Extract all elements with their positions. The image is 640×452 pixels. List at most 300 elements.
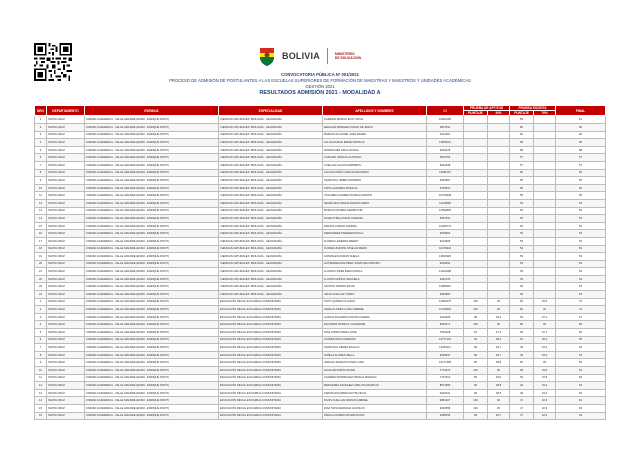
cell-pct-30: 30 xyxy=(488,298,510,306)
cell-puntaje-aptitud xyxy=(464,192,488,200)
cell-puntaje-aptitud xyxy=(464,260,488,268)
cell-final: 53 xyxy=(556,245,606,253)
cell-departamento: SANTA CRUZ xyxy=(47,359,85,367)
cell-apellidos: JUAREZ ROCA MARIANA xyxy=(323,336,427,344)
cell-departamento: SANTA CRUZ xyxy=(47,382,85,390)
cell-nro: 23 xyxy=(35,283,47,291)
cell-departamento: SANTA CRUZ xyxy=(47,321,85,329)
cell-esfm: UNIDAD ACADEMICA - VALLE GRANDE (ESFM - ENRIQUE FINOT) xyxy=(85,245,219,253)
cell-pct-70 xyxy=(534,131,556,139)
cell-nro: 13 xyxy=(35,389,47,397)
cell-puntaje-escrita: 58 xyxy=(510,146,534,154)
cell-pct-30 xyxy=(488,260,510,268)
cell-apellidos: ZUÑIGA FLORES ZELLA xyxy=(323,351,427,359)
ministry-logo xyxy=(256,45,361,67)
cell-ci: 12177408 xyxy=(427,359,464,367)
cell-puntaje-escrita: 57 xyxy=(510,161,534,169)
table-row xyxy=(35,283,606,291)
cell-esfm: UNIDAD ACADEMICA - VALLE GRANDE (ESFM - ENRIQUE FINOT) xyxy=(85,184,219,192)
cell-especialidad: EDUCACIÓN INICIAL EN FAMILIA COMUNITARIA xyxy=(219,336,323,344)
cell-apellidos: CANCARI VARGAS GUSTAVO xyxy=(323,154,427,162)
cell-especialidad: CIENCIAS NATURALES: BIOLOGÍA - GEOGRAFÍA xyxy=(219,245,323,253)
cell-puntaje-aptitud: 99 xyxy=(464,344,488,352)
cell-ci: 9415208 xyxy=(427,313,464,321)
cell-nro: 17 xyxy=(35,237,47,245)
cell-departamento: SANTA CRUZ xyxy=(47,389,85,397)
cell-puntaje-escrita: 52 xyxy=(510,336,534,344)
cell-nro: 2 xyxy=(35,306,47,314)
cell-departamento: SANTA CRUZ xyxy=(47,222,85,230)
table-row xyxy=(35,215,606,223)
cell-esfm: UNIDAD ACADEMICA - VALLE GRANDE (ESFM - ENRIQUE FINOT) xyxy=(85,192,219,200)
cell-especialidad: CIENCIAS NATURALES: BIOLOGÍA - GEOGRAFÍA xyxy=(219,207,323,215)
cell-ci: 13825221 xyxy=(427,139,464,147)
cell-puntaje-escrita: 54 xyxy=(510,374,534,382)
cell-apellidos: LLANOS MUÑOZ GRACIELA xyxy=(323,275,427,283)
cell-departamento: SANTA CRUZ xyxy=(47,177,85,185)
cell-final: 65 xyxy=(556,336,606,344)
cell-apellidos: TAPIA ALIZARES ROSALIA xyxy=(323,184,427,192)
cell-pct-30 xyxy=(488,154,510,162)
table-row xyxy=(35,139,606,147)
cell-esfm: UNIDAD ACADEMICA - VALLE GRANDE (ESFM - ENRIQUE FINOT) xyxy=(85,359,219,367)
cell-pct-70 xyxy=(534,268,556,276)
table-row xyxy=(35,313,606,321)
cell-especialidad: CIENCIAS NATURALES: BIOLOGÍA - GEOGRAFÍA xyxy=(219,222,323,230)
cell-apellidos: GUTIERREZ ESCOBAR JONATHAN ARTURO xyxy=(323,260,427,268)
cell-puntaje-escrita: 54 xyxy=(510,207,534,215)
table-row xyxy=(35,253,606,261)
cell-pct-30: 28,2 xyxy=(488,336,510,344)
cell-esfm: UNIDAD ACADEMICA - VALLE GRANDE (ESFM - ENRIQUE FINOT) xyxy=(85,207,219,215)
cell-pct-30 xyxy=(488,199,510,207)
cell-puntaje-escrita: 54 xyxy=(510,222,534,230)
cell-apellidos: ESCOBAR FRANCO CATHERINE xyxy=(323,321,427,329)
cell-especialidad: CIENCIAS NATURALES: BIOLOGÍA - GEOGRAFÍA xyxy=(219,146,323,154)
cell-puntaje-aptitud: 100 xyxy=(464,321,488,329)
cell-esfm: UNIDAD ACADEMICA - VALLE GRANDE (ESFM - ENRIQUE FINOT) xyxy=(85,344,219,352)
cell-departamento: SANTA CRUZ xyxy=(47,207,85,215)
cell-pct-30 xyxy=(488,237,510,245)
cell-pct-30: 30 xyxy=(488,397,510,405)
cell-final: 53 xyxy=(556,291,606,299)
cell-departamento: SANTA CRUZ xyxy=(47,161,85,169)
table-row xyxy=(35,245,606,253)
cell-pct-30: 30 xyxy=(488,367,510,375)
cell-final: 76 xyxy=(556,298,606,306)
cell-especialidad: CIENCIAS NATURALES: BIOLOGÍA - GEOGRAFÍA xyxy=(219,275,323,283)
cell-pct-30 xyxy=(488,268,510,276)
table-row xyxy=(35,321,606,329)
cell-departamento: SANTA CRUZ xyxy=(47,245,85,253)
cell-especialidad: EDUCACIÓN INICIAL EN FAMILIA COMUNITARIA xyxy=(219,382,323,390)
cell-nro: 4 xyxy=(35,321,47,329)
cell-especialidad: CIENCIAS NATURALES: BIOLOGÍA - GEOGRAFÍA xyxy=(219,131,323,139)
cell-departamento: SANTA CRUZ xyxy=(47,374,85,382)
cell-ci: 10470942 xyxy=(427,245,464,253)
cell-apellidos: CUELLAR GALVIS MARIBETH xyxy=(323,161,427,169)
cell-puntaje-aptitud xyxy=(464,146,488,154)
cell-pct-30 xyxy=(488,283,510,291)
cell-ci: 12906475 xyxy=(427,298,464,306)
col-prueba-escrita: PRUEBA ESCRITA xyxy=(510,106,556,111)
cell-pct-70 xyxy=(534,207,556,215)
cell-puntaje-aptitud xyxy=(464,161,488,169)
cell-nro: 9 xyxy=(35,177,47,185)
cell-puntaje-aptitud: 99 xyxy=(464,412,488,420)
cell-pct-30 xyxy=(488,275,510,283)
table-row xyxy=(35,275,606,283)
cell-esfm: UNIDAD ACADEMICA - VALLE GRANDE (ESFM - ENRIQUE FINOT) xyxy=(85,389,219,397)
cell-apellidos: GONZALES DURAN SHEILA xyxy=(323,253,427,261)
cell-departamento: SANTA CRUZ xyxy=(47,131,85,139)
cell-puntaje-aptitud xyxy=(464,268,488,276)
cell-departamento: SANTA CRUZ xyxy=(47,230,85,238)
cell-apellidos: GARCIA FIGUEROA MAYRA IGNERA xyxy=(323,313,427,321)
table-row xyxy=(35,306,606,314)
cell-puntaje-aptitud: 100 xyxy=(464,298,488,306)
cell-puntaje-aptitud xyxy=(464,199,488,207)
results-body xyxy=(35,116,606,420)
cell-apellidos: RIVAS CUELLAR ADRIAN GABRIEL xyxy=(323,397,427,405)
cell-nro: 12 xyxy=(35,199,47,207)
cell-pct-30: 30 xyxy=(488,306,510,314)
col-puntaje-aptitud: PUNTAJE xyxy=(464,111,488,116)
cell-ci: 12476963 xyxy=(427,306,464,314)
table-row xyxy=(35,260,606,268)
cell-pct-70: 37,8 xyxy=(534,374,556,382)
cell-especialidad: EDUCACIÓN INICIAL EN FAMILIA COMUNITARIA xyxy=(219,321,323,329)
table-row xyxy=(35,230,606,238)
cell-puntaje-escrita: 57 xyxy=(510,154,534,162)
cell-nro: 21 xyxy=(35,268,47,276)
cell-apellidos: ALVAREZ RODRIGUEZ MIDALIA MILENKA xyxy=(323,374,427,382)
cell-nro: 1 xyxy=(35,116,47,124)
cell-final: 56 xyxy=(556,169,606,177)
col-puntaje-escrita: PUNTAJE xyxy=(510,111,534,116)
cell-nro: 15 xyxy=(35,222,47,230)
cell-departamento: SANTA CRUZ xyxy=(47,291,85,299)
cell-final: 57 xyxy=(556,154,606,162)
cell-especialidad: CIENCIAS NATURALES: BIOLOGÍA - GEOGRAFÍA xyxy=(219,169,323,177)
cell-departamento: SANTA CRUZ xyxy=(47,215,85,223)
cell-pct-30 xyxy=(488,207,510,215)
cell-final: 54 xyxy=(556,199,606,207)
cell-puntaje-aptitud: 91 xyxy=(464,329,488,337)
cell-departamento: SANTA CRUZ xyxy=(47,351,85,359)
cell-especialidad: EDUCACIÓN INICIAL EN FAMILIA COMUNITARIA xyxy=(219,306,323,314)
cell-pct-70 xyxy=(534,184,556,192)
cell-ci: 11010899 xyxy=(427,199,464,207)
cell-esfm: UNIDAD ACADEMICA - VALLE GRANDE (ESFM - ENRIQUE FINOT) xyxy=(85,306,219,314)
col-nro: NRO xyxy=(35,106,47,116)
cell-puntaje-aptitud xyxy=(464,139,488,147)
cell-puntaje-escrita: 65 xyxy=(510,298,534,306)
cell-pct-70: 34,3 xyxy=(534,344,556,352)
cell-final: 55 xyxy=(556,184,606,192)
cell-pct-30 xyxy=(488,245,510,253)
logo-divider xyxy=(327,48,328,64)
cell-pct-30 xyxy=(488,131,510,139)
cell-apellidos: PADILLA PARDO MAYER ROCIO xyxy=(323,412,427,420)
cell-puntaje-aptitud xyxy=(464,283,488,291)
cell-esfm: UNIDAD ACADEMICA - VALLE GRANDE (ESFM - ENRIQUE FINOT) xyxy=(85,397,219,405)
cell-departamento: SANTA CRUZ xyxy=(47,404,85,412)
cell-nro: 13 xyxy=(35,207,47,215)
cell-puntaje-aptitud: 96 xyxy=(464,359,488,367)
cell-departamento: SANTA CRUZ xyxy=(47,306,85,314)
cell-ci: 9660471 xyxy=(427,321,464,329)
cell-pct-30 xyxy=(488,124,510,132)
cell-esfm: UNIDAD ACADEMICA - VALLE GRANDE (ESFM - ENRIQUE FINOT) xyxy=(85,298,219,306)
cell-pct-70: 34,3 xyxy=(534,351,556,359)
cell-puntaje-aptitud: 100 xyxy=(464,306,488,314)
cell-puntaje-escrita: 47 xyxy=(510,412,534,420)
cell-puntaje-aptitud xyxy=(464,184,488,192)
cell-puntaje-aptitud: 94 xyxy=(464,336,488,344)
cell-esfm: UNIDAD ACADEMICA - VALLE GRANDE (ESFM - ENRIQUE FINOT) xyxy=(85,131,219,139)
cell-puntaje-escrita: 49 xyxy=(510,382,534,390)
cell-pct-70: 37,1 xyxy=(534,313,556,321)
cell-pct-70 xyxy=(534,283,556,291)
cell-apellidos: SOTO QUIROZ CLAUDIA xyxy=(323,298,427,306)
cell-puntaje-escrita: 54 xyxy=(510,215,534,223)
cell-pct-70: 35 xyxy=(534,321,556,329)
cell-ci: 13777124 xyxy=(427,336,464,344)
cell-puntaje-aptitud xyxy=(464,222,488,230)
cell-pct-70 xyxy=(534,253,556,261)
cell-departamento: SANTA CRUZ xyxy=(47,412,85,420)
cell-pct-70 xyxy=(534,215,556,223)
cell-nro: 24 xyxy=(35,291,47,299)
cell-final: 63 xyxy=(556,404,606,412)
cell-puntaje-aptitud xyxy=(464,237,488,245)
cell-esfm: UNIDAD ACADEMICA - VALLE GRANDE (ESFM - ENRIQUE FINOT) xyxy=(85,169,219,177)
cell-pct-70 xyxy=(534,139,556,147)
cell-ci: 5976766 xyxy=(427,154,464,162)
cell-pct-30 xyxy=(488,222,510,230)
cell-final: 64 xyxy=(556,367,606,375)
cell-puntaje-escrita: 53 xyxy=(510,237,534,245)
cell-apellidos: DIAZ LOPEZ MARIA JOSE xyxy=(323,329,427,337)
cell-nro: 5 xyxy=(35,146,47,154)
cell-ci: 9035847 xyxy=(427,351,464,359)
cell-nro: 12 xyxy=(35,382,47,390)
cell-pct-30 xyxy=(488,184,510,192)
cell-nro: 6 xyxy=(35,154,47,162)
cell-departamento: SANTA CRUZ xyxy=(47,124,85,132)
cell-final: 53 xyxy=(556,260,606,268)
cell-apellidos: CAMERIA MORON ELSY MAYE xyxy=(323,116,427,124)
cell-puntaje-escrita: 55 xyxy=(510,116,534,124)
cell-pct-30 xyxy=(488,177,510,185)
cell-ci: 9020558 xyxy=(427,404,464,412)
cell-puntaje-escrita: 53 xyxy=(510,230,534,238)
cell-especialidad: EDUCACIÓN INICIAL EN FAMILIA COMUNITARIA xyxy=(219,412,323,420)
cell-especialidad: EDUCACIÓN INICIAL EN FAMILIA COMUNITARIA xyxy=(219,367,323,375)
cell-departamento: SANTA CRUZ xyxy=(47,253,85,261)
cell-final: 54 xyxy=(556,215,606,223)
cell-pct-70 xyxy=(534,245,556,253)
cell-puntaje-escrita: 53 xyxy=(510,329,534,337)
cell-pct-70: 32,9 xyxy=(534,397,556,405)
table-row xyxy=(35,382,606,390)
cell-pct-30 xyxy=(488,192,510,200)
cell-apellidos: RODRIGUEZ VAKA NICOLE xyxy=(323,146,427,154)
cell-pct-30: 25,5 xyxy=(488,374,510,382)
cell-nro: 10 xyxy=(35,367,47,375)
cell-especialidad: EDUCACIÓN INICIAL EN FAMILIA COMUNITARIA xyxy=(219,313,323,321)
cell-final: 60 xyxy=(556,124,606,132)
cell-final: 57 xyxy=(556,161,606,169)
cell-especialidad: EDUCACIÓN INICIAL EN FAMILIA COMUNITARIA xyxy=(219,397,323,405)
cell-pct-70 xyxy=(534,169,556,177)
cell-final: 63 xyxy=(556,397,606,405)
cell-departamento: SANTA CRUZ xyxy=(47,139,85,147)
cell-final: 58 xyxy=(556,146,606,154)
cell-puntaje-escrita: 55 xyxy=(510,192,534,200)
cell-final: 55 xyxy=(556,177,606,185)
col-departamento: DEPARTAMENTO xyxy=(47,106,85,116)
header-row-1 xyxy=(35,106,606,111)
cell-final: 65 xyxy=(556,329,606,337)
cell-apellidos: MEGGAR MORLEDO DAVID DE JESUS xyxy=(323,124,427,132)
cell-pct-70 xyxy=(534,154,556,162)
cell-departamento: SANTA CRUZ xyxy=(47,313,85,321)
cell-esfm: UNIDAD ACADEMICA - VALLE GRANDE (ESFM - ENRIQUE FINOT) xyxy=(85,404,219,412)
table-row xyxy=(35,291,606,299)
cell-pct-70: 45,5 xyxy=(534,298,556,306)
cell-pct-70 xyxy=(534,275,556,283)
cell-nro: 11 xyxy=(35,374,47,382)
results-title: RESULTADOS ADMISIÓN 2021 - MODALIDAD A xyxy=(259,90,381,96)
cell-apellidos: SANTOS RIVERO ZEYNI xyxy=(323,283,427,291)
cell-esfm: UNIDAD ACADEMICA - VALLE GRANDE (ESFM - ENRIQUE FINOT) xyxy=(85,199,219,207)
cell-esfm: UNIDAD ACADEMICA - VALLE GRANDE (ESFM - ENRIQUE FINOT) xyxy=(85,222,219,230)
cell-especialidad: CIENCIAS NATURALES: BIOLOGÍA - GEOGRAFÍA xyxy=(219,184,323,192)
cell-ci: 13081107 xyxy=(427,169,464,177)
cell-nro: 4 xyxy=(35,139,47,147)
cell-esfm: UNIDAD ACADEMICA - VALLE GRANDE (ESFM - ENRIQUE FINOT) xyxy=(85,321,219,329)
cell-puntaje-aptitud xyxy=(464,169,488,177)
cell-puntaje-aptitud xyxy=(464,215,488,223)
cell-puntaje-escrita: 48 xyxy=(510,367,534,375)
table-row xyxy=(35,184,606,192)
cell-pct-30 xyxy=(488,116,510,124)
cell-ci: 12980961 xyxy=(427,283,464,291)
cell-nro: 19 xyxy=(35,253,47,261)
cell-final: 55 xyxy=(556,192,606,200)
cell-ci: 13823920 xyxy=(427,253,464,261)
cell-esfm: UNIDAD ACADEMICA - VALLE GRANDE (ESFM - ENRIQUE FINOT) xyxy=(85,382,219,390)
cell-especialidad: CIENCIAS NATURALES: BIOLOGÍA - GEOGRAFÍA xyxy=(219,177,323,185)
cell-puntaje-aptitud: 98 xyxy=(464,313,488,321)
cell-especialidad: CIENCIAS NATURALES: BIOLOGÍA - GEOGRAFÍA xyxy=(219,215,323,223)
cell-esfm: UNIDAD ACADEMICA - VALLE GRANDE (ESFM - ENRIQUE FINOT) xyxy=(85,275,219,283)
cell-nro: 11 xyxy=(35,192,47,200)
cell-puntaje-escrita: 53 xyxy=(510,291,534,299)
cell-apellidos: VEDIA FLORES LUISA GABRIEL xyxy=(323,306,427,314)
cell-apellidos: MAMANI ALCOCER JOSE DANIEL xyxy=(323,131,427,139)
cell-pct-70 xyxy=(534,260,556,268)
cell-nro: 6 xyxy=(35,336,47,344)
cell-especialidad: EDUCACIÓN INICIAL EN FAMILIA COMUNITARIA xyxy=(219,329,323,337)
cell-nro: 20 xyxy=(35,260,47,268)
cell-nro: 10 xyxy=(35,184,47,192)
col-especialidad: ESPECIALIDAD xyxy=(219,106,323,116)
cell-ci: 9010905 xyxy=(427,237,464,245)
cell-ci: 14594846 xyxy=(427,207,464,215)
table-row xyxy=(35,169,606,177)
cell-apellidos: VOLUMEN SUAREZ RONALD MARTIN xyxy=(323,192,427,200)
cell-departamento: SANTA CRUZ xyxy=(47,116,85,124)
cell-apellidos: LLANOS LOPEZ ERIKA PAOLA xyxy=(323,268,427,276)
cell-pct-30 xyxy=(488,146,510,154)
cell-puntaje-escrita: 53 xyxy=(510,260,534,268)
cell-apellidos: VARGAS MAMANI CANDI LUISA xyxy=(323,359,427,367)
table-row xyxy=(35,404,606,412)
cell-pct-30: 29,7 xyxy=(488,344,510,352)
process-description: PROCESO DE ADMISIÓN DE POSTULANTES A LAS ESCUELAS SUPERIORES DE FORMACIÓN DE MAESTRAS Y MAESTROS Y UNIDADES ACADÉMICAS xyxy=(169,78,471,83)
cell-ci: 12945773 xyxy=(427,222,464,230)
cell-puntaje-aptitud: 96 xyxy=(464,382,488,390)
cell-nro: 8 xyxy=(35,351,47,359)
col-pct-30: 30% xyxy=(488,111,510,116)
cell-pct-70: 34,3 xyxy=(534,382,556,390)
cell-departamento: SANTA CRUZ xyxy=(47,260,85,268)
cell-especialidad: CIENCIAS NATURALES: BIOLOGÍA - GEOGRAFÍA xyxy=(219,199,323,207)
table-row xyxy=(35,199,606,207)
cell-puntaje-aptitud xyxy=(464,154,488,162)
cell-puntaje-escrita: 60 xyxy=(510,131,534,139)
cell-apellidos: FERNANDEZ PAREDES PAOLA xyxy=(323,230,427,238)
cell-puntaje-escrita: 56 xyxy=(510,169,534,177)
cell-puntaje-escrita: 53 xyxy=(510,268,534,276)
cell-pct-30: 30 xyxy=(488,321,510,329)
cell-ci: 6395536 xyxy=(427,412,464,420)
table-row xyxy=(35,374,606,382)
table-row xyxy=(35,329,606,337)
cell-esfm: UNIDAD ACADEMICA - VALLE GRANDE (ESFM - ENRIQUE FINOT) xyxy=(85,154,219,162)
convocatoria-title: CONVOCATORIA PÚBLICA Nº 001/2021 xyxy=(281,72,359,77)
cell-esfm: UNIDAD ACADEMICA - VALLE GRANDE (ESFM - ENRIQUE FINOT) xyxy=(85,329,219,337)
cell-pct-70 xyxy=(534,116,556,124)
table-row xyxy=(35,412,606,420)
cell-puntaje-escrita: 53 xyxy=(510,283,534,291)
cell-final: 63 xyxy=(556,389,606,397)
cell-final: 59 xyxy=(556,139,606,147)
table-row xyxy=(35,268,606,276)
cell-final: 53 xyxy=(556,275,606,283)
cell-nro: 14 xyxy=(35,215,47,223)
cell-esfm: UNIDAD ACADEMICA - VALLE GRANDE (ESFM - ENRIQUE FINOT) xyxy=(85,139,219,147)
cell-esfm: UNIDAD ACADEMICA - VALLE GRANDE (ESFM - ENRIQUE FINOT) xyxy=(85,283,219,291)
cell-ci: 9440041 xyxy=(427,389,464,397)
table-row xyxy=(35,367,606,375)
col-apellidos: APELLIDOS Y NOMBRES xyxy=(323,106,427,116)
cell-puntaje-aptitud xyxy=(464,291,488,299)
cell-puntaje-aptitud: 100 xyxy=(464,367,488,375)
cell-nro: 9 xyxy=(35,359,47,367)
gestion-year: GESTIÓN 2021 xyxy=(305,84,335,89)
cell-esfm: UNIDAD ACADEMICA - VALLE GRANDE (ESFM - ENRIQUE FINOT) xyxy=(85,215,219,223)
table-row xyxy=(35,336,606,344)
cell-final: 63 xyxy=(556,374,606,382)
table-row xyxy=(35,222,606,230)
cell-departamento: SANTA CRUZ xyxy=(47,184,85,192)
cell-puntaje-aptitud xyxy=(464,253,488,261)
cell-especialidad: CIENCIAS NATURALES: BIOLOGÍA - GEOGRAFÍA xyxy=(219,124,323,132)
